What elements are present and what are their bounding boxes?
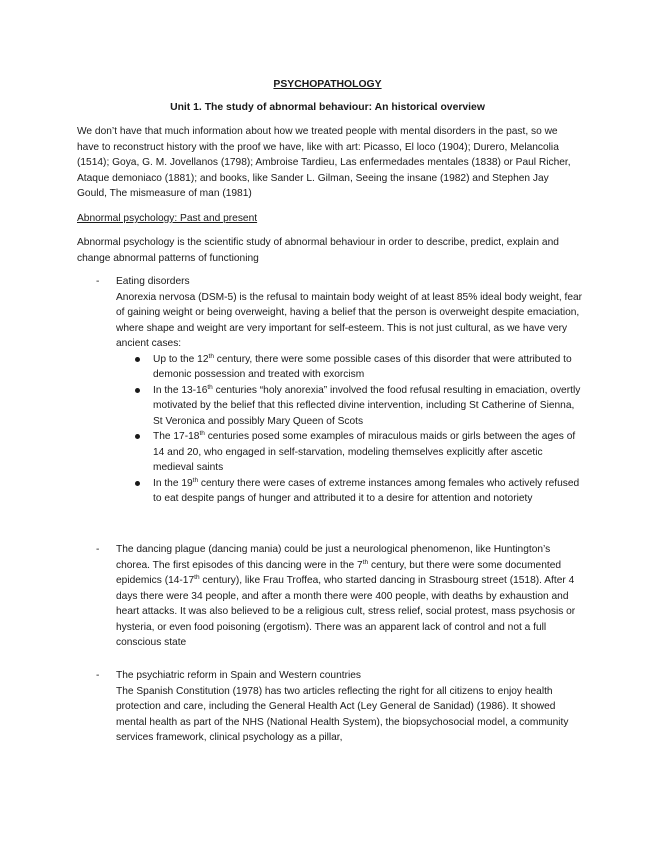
dash-marker: - bbox=[96, 276, 100, 287]
reform-heading: The psychiatric reform in Spain and Western countries bbox=[116, 670, 361, 681]
dancing-text: The dancing plague (dancing mania) could be just a neurological phenomenon, like Huntington’s chorea. The first episodes of this dancing were in the 7th century, but there were some documented epidemics (14-17th century), like Frau Troffea, who started dancing in Strasbourg street (1518). After 4 days there were 34 people, and after a month there were 400 people, with deaths by exhaustion and heart attacks. It was also believed to be a religious cult, stress relief, social protest, mass psychosis or hysteria, or even food poisoning (ergotism). There was an apparent lack of control and not a full conscious state bbox=[116, 544, 576, 648]
dash-marker: - bbox=[96, 544, 100, 555]
list-item-eating-disorders bbox=[96, 274, 586, 507]
unit-subtitle: Unit 1. The study of abnormal behaviour: An historical overview bbox=[170, 102, 485, 113]
list-item-dancing-plague bbox=[96, 542, 586, 651]
dash-marker: - bbox=[96, 670, 100, 681]
intro-paragraph: We don’t have that much information about how we treated people with mental disorders in the past, so we have to reconstruct history with the proof we have, like with art: Picasso, El loco (1904); Durero, Melancolia (1514); Goya, G. M. Jovellanos (1798); Ambroise Tardieu, Las enfermedades mentales (1838) or Paul Richer, Ataque demoniaco (1881); and books, like Sander L. Gilman, Seeing the insane (1982) and Stephen Jay Gould, The mismeasure of man (1981) bbox=[77, 126, 571, 199]
list-item-body bbox=[116, 668, 586, 746]
definition-paragraph: Abnormal psychology is the scientific study of abnormal behaviour in order to describe, predict, explain and change abnormal patterns of functioning bbox=[77, 237, 559, 264]
eating-bullets bbox=[116, 352, 586, 507]
list-item-psychiatric-reform bbox=[96, 668, 586, 746]
list-item-body bbox=[116, 542, 586, 651]
bullet-item: Up to the 12th century, there were some possible cases of this disorder that were attributed to demonic possession and treated with exorcism bbox=[116, 352, 586, 383]
bullet-item: In the 19th century there were cases of extreme instances among females who actively refused to eat despite pangs of hunger and attributed it to a desire for attention and notoriety bbox=[116, 476, 586, 507]
bullet-item: The 17-18th centuries posed some examples of miraculous maids or girls between the ages of 14 and 20, who engaged in self-starvation, modeling themselves explicitly after ascetic medieval saints bbox=[116, 429, 586, 476]
eating-text: Anorexia nervosa (DSM-5) is the refusal to maintain body weight of at least 85% ideal body weight, fear of gaining weight or being overweight, having a belief that the person is overweight despite emaciation, where shape and weight are very important for self-esteem. This is not just cultural, as we have very ancient cases: bbox=[116, 291, 583, 349]
section-heading: Abnormal psychology: Past and present bbox=[77, 213, 258, 224]
reform-text: The Spanish Constitution (1978) has two articles reflecting the right for all citizens to enjoy health protection and care, including the General Health Act (Ley General de Sanidad) (1986). It showed mental health as part of the NHS (National Health System), the biopsychosocial model, a community services framework, clinical psychology as a pillar, bbox=[116, 685, 569, 743]
list-item-body bbox=[116, 274, 586, 507]
bullet-item: In the 13-16th centuries “holy anorexia” involved the food refusal resulting in emaciation, overtly motivated by the belief that this reflected divine intervention, including St Catherine of Sienna, St Veronica and possibly Mary Queen of Scots bbox=[116, 383, 586, 430]
eating-heading: Eating disorders bbox=[116, 276, 190, 287]
document-title: PSYCHOPATHOLOGY bbox=[273, 79, 382, 90]
